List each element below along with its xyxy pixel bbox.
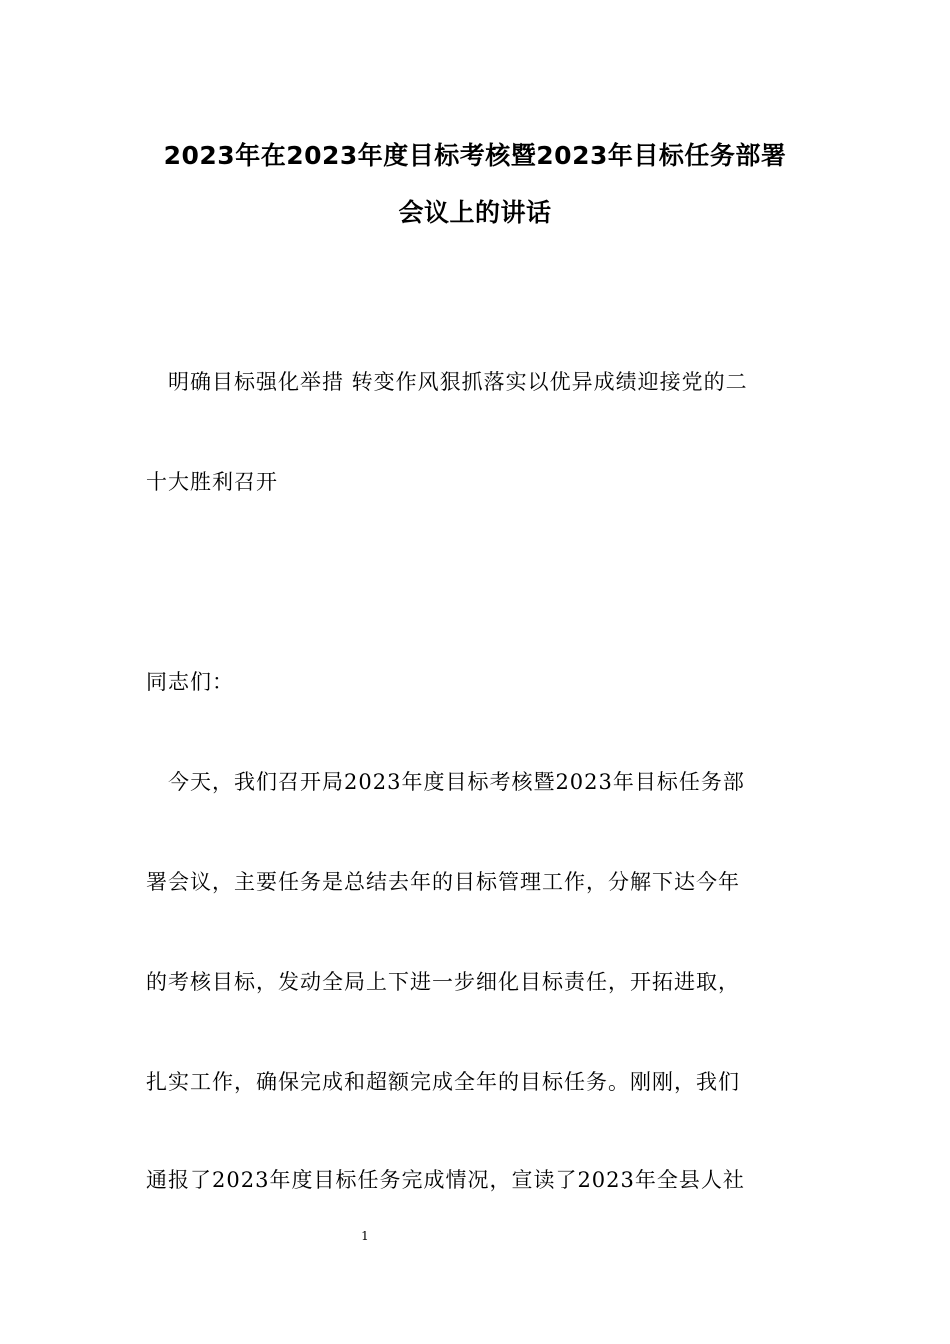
salutation: 同志们： (146, 670, 234, 694)
page-number: 1 (361, 1229, 369, 1243)
document-title-line-2: 会议上的讲话 (398, 198, 552, 227)
body-line: 今天，我们召开局2023年度目标考核暨2023年目标任务部 (168, 770, 745, 794)
body-line: 扎实工作，确保完成和超额完成全年的目标任务。刚刚，我们 (146, 1070, 740, 1094)
subtitle-line-2: 十大胜利召开 (146, 470, 278, 494)
body-line: 的考核目标，发动全局上下进一步细化目标责任，开拓进取， (146, 970, 740, 994)
document-title-line-1: 2023年在2023年度目标考核暨2023年目标任务部署 (163, 141, 787, 170)
body-line: 署会议，主要任务是总结去年的目标管理工作，分解下达今年 (146, 870, 740, 894)
body-line: 通报了2023年度目标任务完成情况，宣读了2023年全县人社 (146, 1168, 745, 1192)
subtitle-line-1: 明确目标强化举措 转变作风狠抓落实以优异成绩迎接党的二 (168, 370, 748, 394)
